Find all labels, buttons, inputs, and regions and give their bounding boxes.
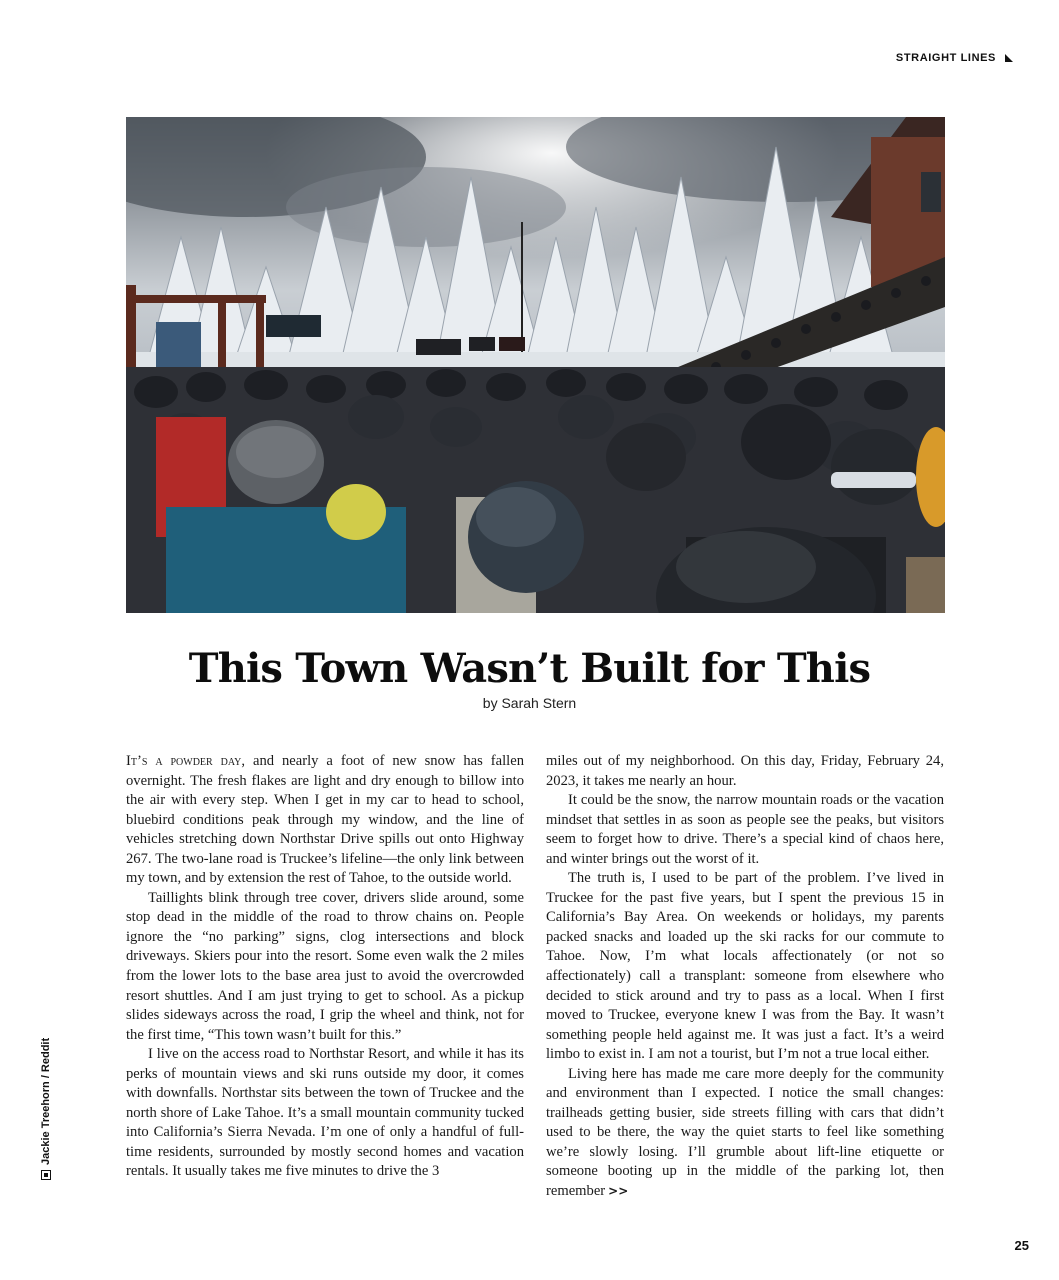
- photo-credit-text: Jackie Treehorn / Reddit: [40, 1037, 52, 1165]
- article-paragraph-3: I live on the access road to Northstar Resort, and while it has its perks of mountain views and ski runs outside my door, it comes with downfalls. Northstar sits between the town of Truckee and the north shore of Lake Tahoe. It’s a small mountain community tucked into California’s Sierra Nevada. I’m one of only a handful of full-time residents, surrounded by mostly second homes and vacation rentals. It usually takes me five minutes to drive the 3: [126, 1046, 524, 1180]
- article-paragraph-1-text: and nearly a foot of new snow has fallen overnight. The fresh flakes are light and dry enough to billow into the air with every step. When I get in my car to head to school, bluebird conditions peak through my window, and the line of vehicles stretching down Northstar Drive spills out onto Highway 267. The two-lane road is Truckee’s lifeline—the only link between my town, and by extension the rest of Tahoe, to the outside world.: [126, 753, 524, 887]
- article-paragraph-5: The truth is, I used to be part of the problem. I’ve lived in Truckee for the past five years, but I spent the previous 15 in California’s Bay Area. On weekends or holidays, my parents packed snacks and loaded up the ski racks for our commute to Tahoe. Now, I’m what locals affectionately (or not so affectionately) call a transplant: someone from elsewhere who decided to stick around and try to pass as a local. When I first moved to Truckee, everyone knew I was from the Bay. It wasn’t something people held against me. It was just a fact. It’s a weird limbo to exist in. I am not a tourist, but I’m not a true local either.: [546, 870, 944, 1063]
- section-arrow-icon: [1004, 54, 1013, 63]
- camera-icon: [41, 1170, 51, 1180]
- article-column-left: [126, 752, 524, 1182]
- lead-in: It’s a powder day,: [126, 753, 246, 769]
- page-number: 25: [1014, 1238, 1029, 1253]
- section-label: [896, 52, 1013, 64]
- article-paragraph-6-text: Living here has made me care more deeply for the community and environment than I expected. I notice the small changes: trailheads getting busier, side streets filling with cars that didn’t used to be there, the way the quiet starts to feel like something we’re slowly losing. I’ll grumble about lift-line etiquette or someone booting up in the middle of the parking lot, then remember: [546, 1065, 944, 1200]
- article-paragraph-2: Taillights blink through tree cover, drivers slide around, some stop dead in the middle of the road to throw chains on. People ignore the “no parking” signs, clog intersections and block driveways. Skiers pour into the resort. Some even walk the 2 miles from the lower lots to the base area just to avoid the overcrowded resort shuttles. And I am just trying to get to school. As a pickup slides sideways across the road, I grip the wheel and think, not for the first time, “This town wasn’t built for this.”: [126, 889, 524, 1043]
- article-paragraph-1: [126, 752, 524, 889]
- section-label-text: STRAIGHT LINES: [895, 52, 996, 64]
- article-byline: by Sarah Stern: [482, 695, 577, 711]
- lift-line-photo-illustration: [126, 117, 945, 613]
- article-paragraph-6: [546, 1065, 944, 1202]
- article-paragraph-3-continued: miles out of my neighborhood. On this day, Friday, February 24, 2023, it takes me nearly an hour.: [546, 753, 944, 789]
- continued-arrow-icon: >>: [608, 1184, 629, 1199]
- lift-line-photo: [126, 117, 945, 613]
- photo-credit: [40, 1038, 52, 1180]
- article-column-right: [546, 752, 944, 1202]
- article-title: This Town Wasn’t Built for This: [188, 645, 871, 692]
- article-paragraph-4: It could be the snow, the narrow mountain roads or the vacation mindset that settles in as soon as people see the peaks, but visitors seem to forget how to drive. There’s a special kind of chaos here, and winter brings out the worst of it.: [546, 792, 944, 867]
